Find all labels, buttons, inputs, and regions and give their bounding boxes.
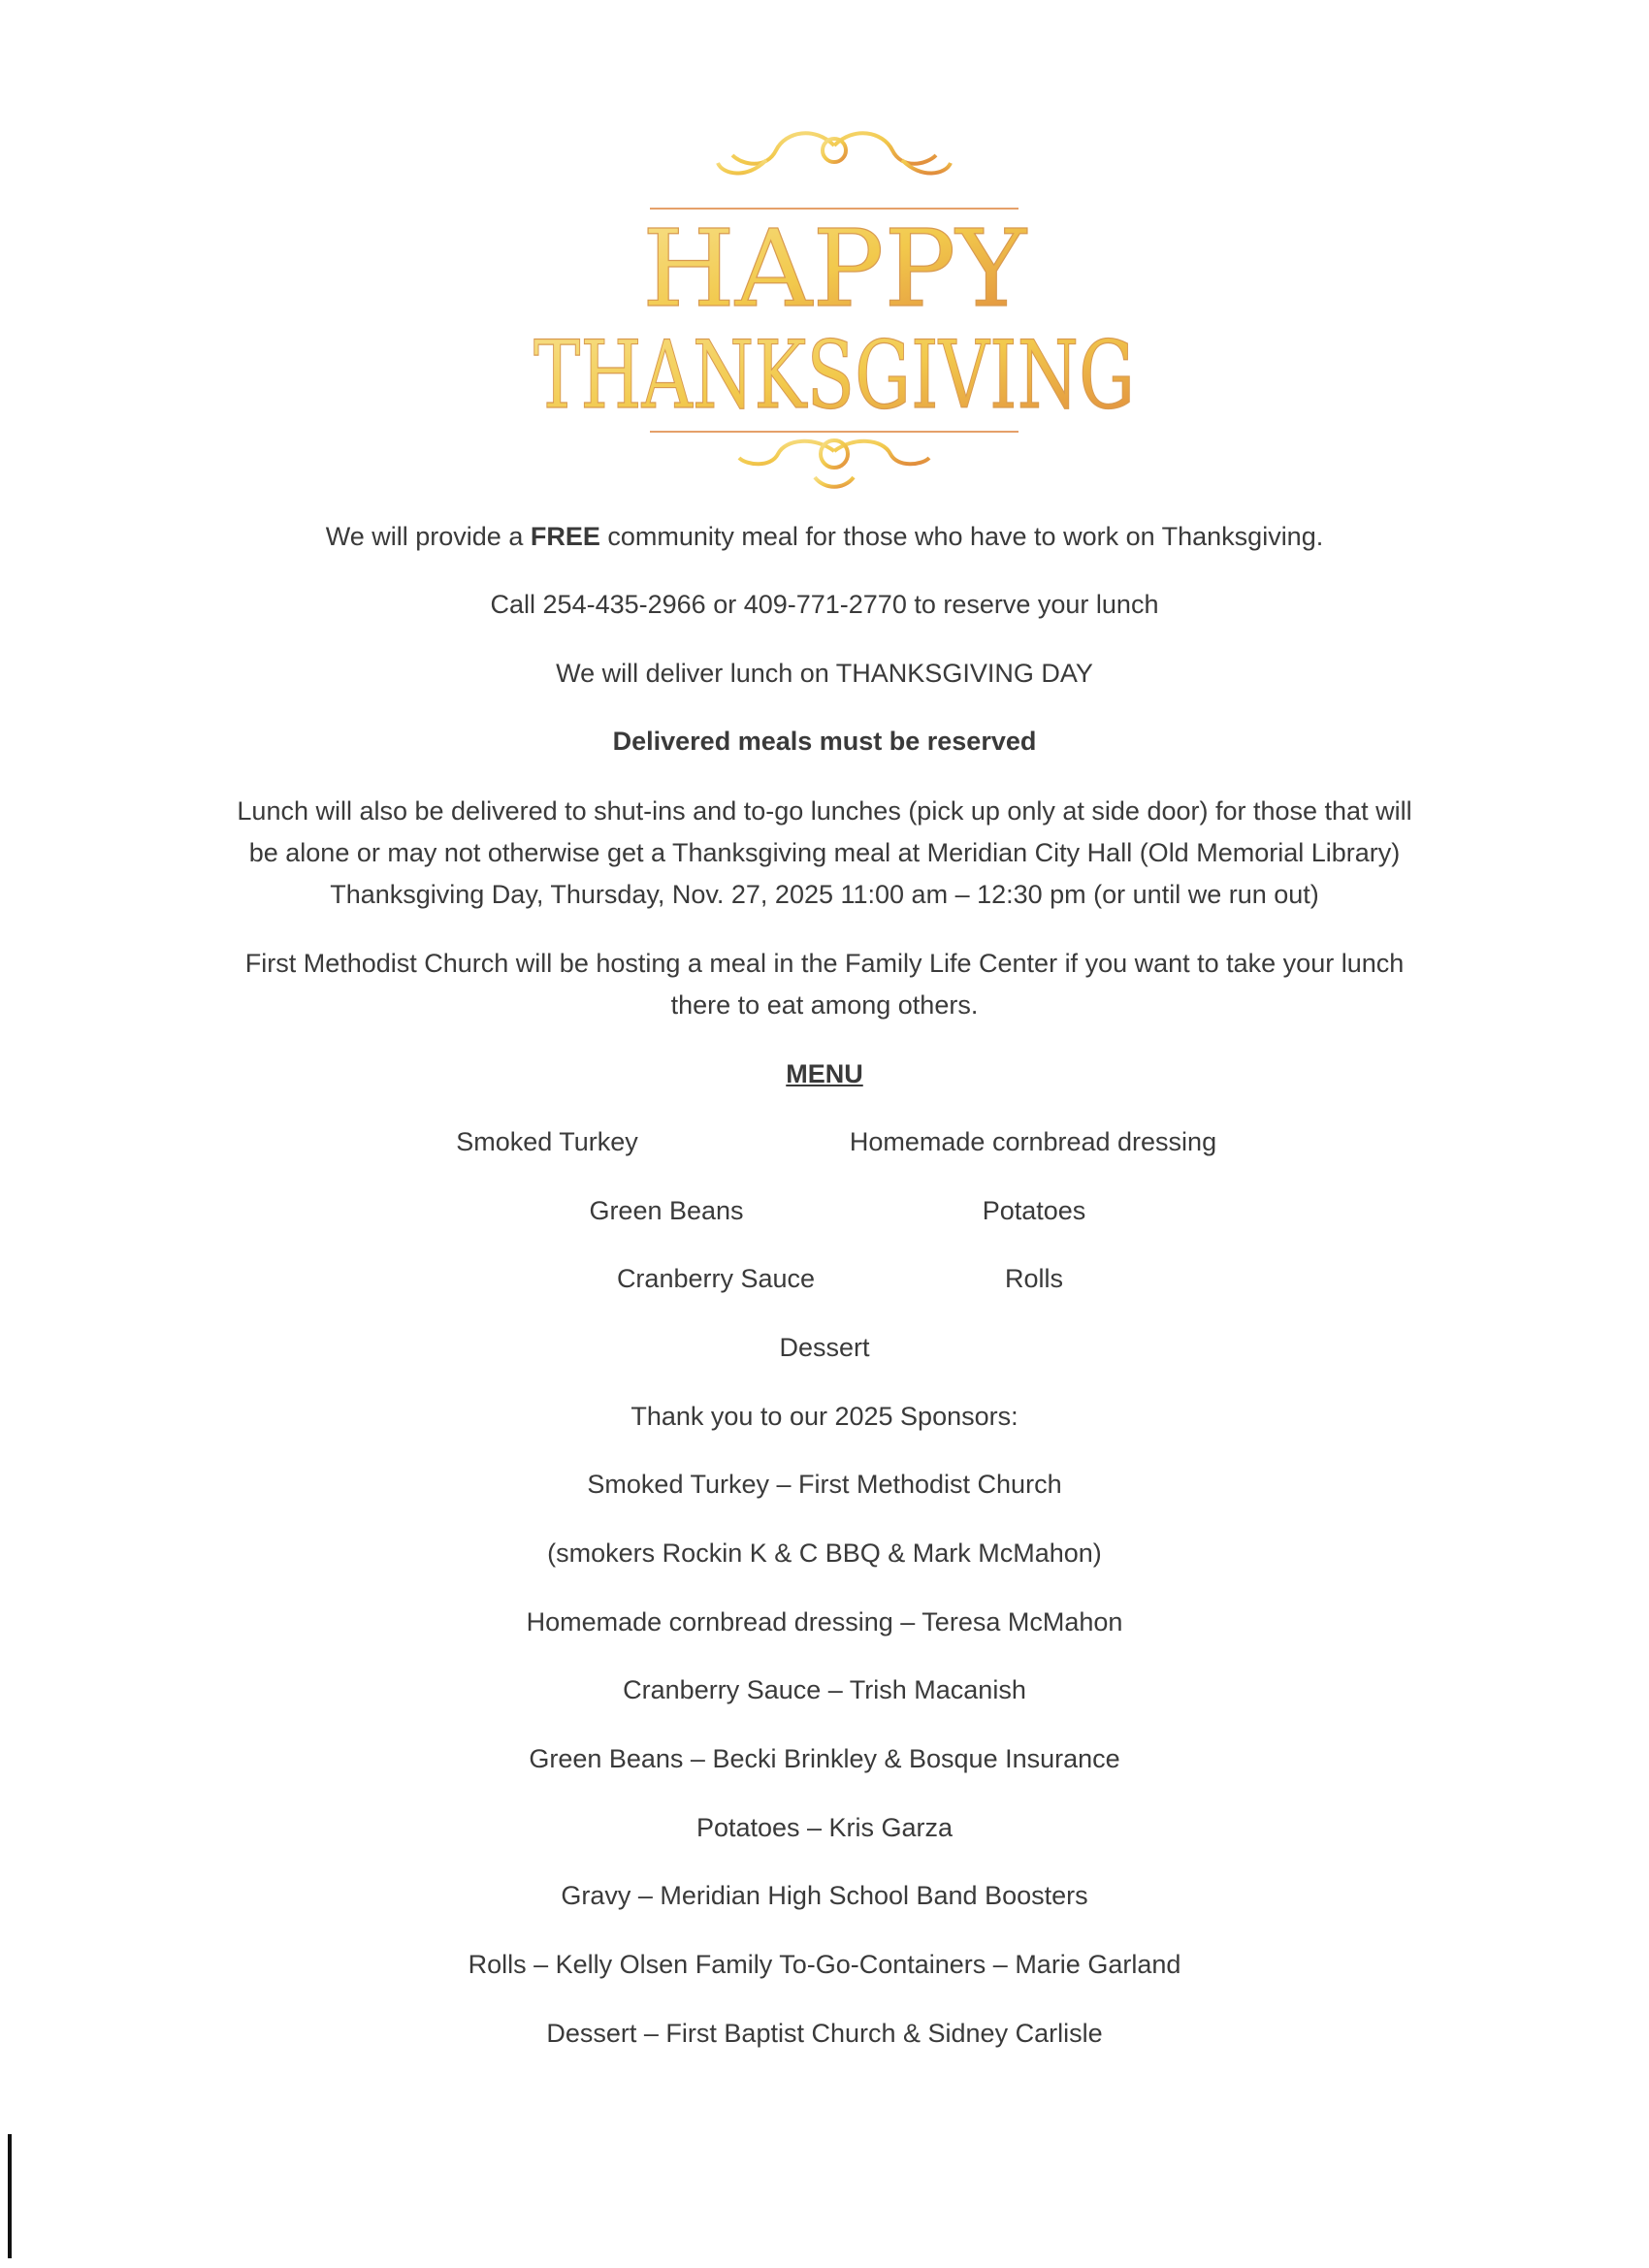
sponsor-item: Dessert – First Baptist Church & Sidney Carlisle (546, 2019, 1103, 2048)
sponsors-heading: Thank you to our 2025 Sponsors: (630, 1402, 1018, 1431)
sponsor-item: Homemade cornbread dressing – Teresa McMahon (526, 1607, 1123, 1636)
menu-item-potatoes: Potatoes (982, 1196, 1086, 1225)
menu-item-rolls: Rolls (1004, 1264, 1063, 1293)
sponsor-item: Gravy – Meridian High School Band Boosters (561, 1881, 1088, 1910)
sponsor-item: Green Beans – Becki Brinkley & Bosque Insurance (529, 1744, 1120, 1773)
intro-line (146, 515, 1504, 558)
sponsor-item: Smoked Turkey – First Methodist Church (587, 1470, 1062, 1499)
top-ornament-icon (718, 133, 951, 173)
lunch-line-3: Thanksgiving Day, Thursday, Nov. 27, 2025 11:00 am – 12:30 pm (or until we run out) (330, 880, 1319, 909)
sponsor-item: Potatoes – Kris Garza (695, 1813, 954, 1842)
deliver-line: We will deliver lunch on THANKSGIVING DAY (556, 659, 1093, 688)
sponsor-item: (smokers Rockin K & C BBQ & Mark McMahon) (547, 1539, 1102, 1568)
sponsor-item: Cranberry Sauce – Trish Macanish (623, 1675, 1026, 1704)
reserved-line: Delivered meals must be reserved (612, 727, 1037, 756)
logo-thanksgiving-text: THANKSGIVING (534, 321, 1135, 430)
bottom-ornament-icon (739, 440, 929, 487)
menu-heading: MENU (786, 1059, 863, 1088)
church-line-1: First Methodist Church will be hosting a meal in the Family Life Center if you want to take your lunch (244, 949, 1405, 978)
menu-item-cranberry: Cranberry Sauce (616, 1264, 816, 1293)
call-line: Call 254-435-2966 or 409-771-2770 to reserve your lunch (490, 590, 1159, 619)
menu-item-dessert: Dessert (779, 1333, 870, 1362)
happy-thanksgiving-logo (524, 116, 1145, 495)
sponsor-item: Rolls – Kelly Olsen Family To-Go-Containers – Marie Garland (468, 1950, 1181, 1979)
menu-item-green-beans: Green Beans (589, 1196, 744, 1225)
free-label: FREE (530, 522, 600, 551)
logo-happy-text: HAPPY (641, 207, 1027, 331)
lunch-line-2: be alone or may not otherwise get a Thanksgiving meal at Meridian City Hall (Old Memorial Library) (248, 838, 1401, 867)
menu-item-smoked-turkey: Smoked Turkey (456, 1127, 638, 1156)
menu-item-dressing: Homemade cornbread dressing (849, 1127, 1217, 1156)
scan-margin-mark (8, 2134, 12, 2258)
intro-post: community meal for those who have to work on Thanksgiving. (599, 522, 1324, 551)
intro-pre: We will provide a (325, 522, 531, 551)
church-line-2: there to eat among others. (670, 990, 979, 1020)
lunch-line-1: Lunch will also be delivered to shut-ins and to-go lunches (pick up only at side door) for those that will (237, 796, 1412, 826)
